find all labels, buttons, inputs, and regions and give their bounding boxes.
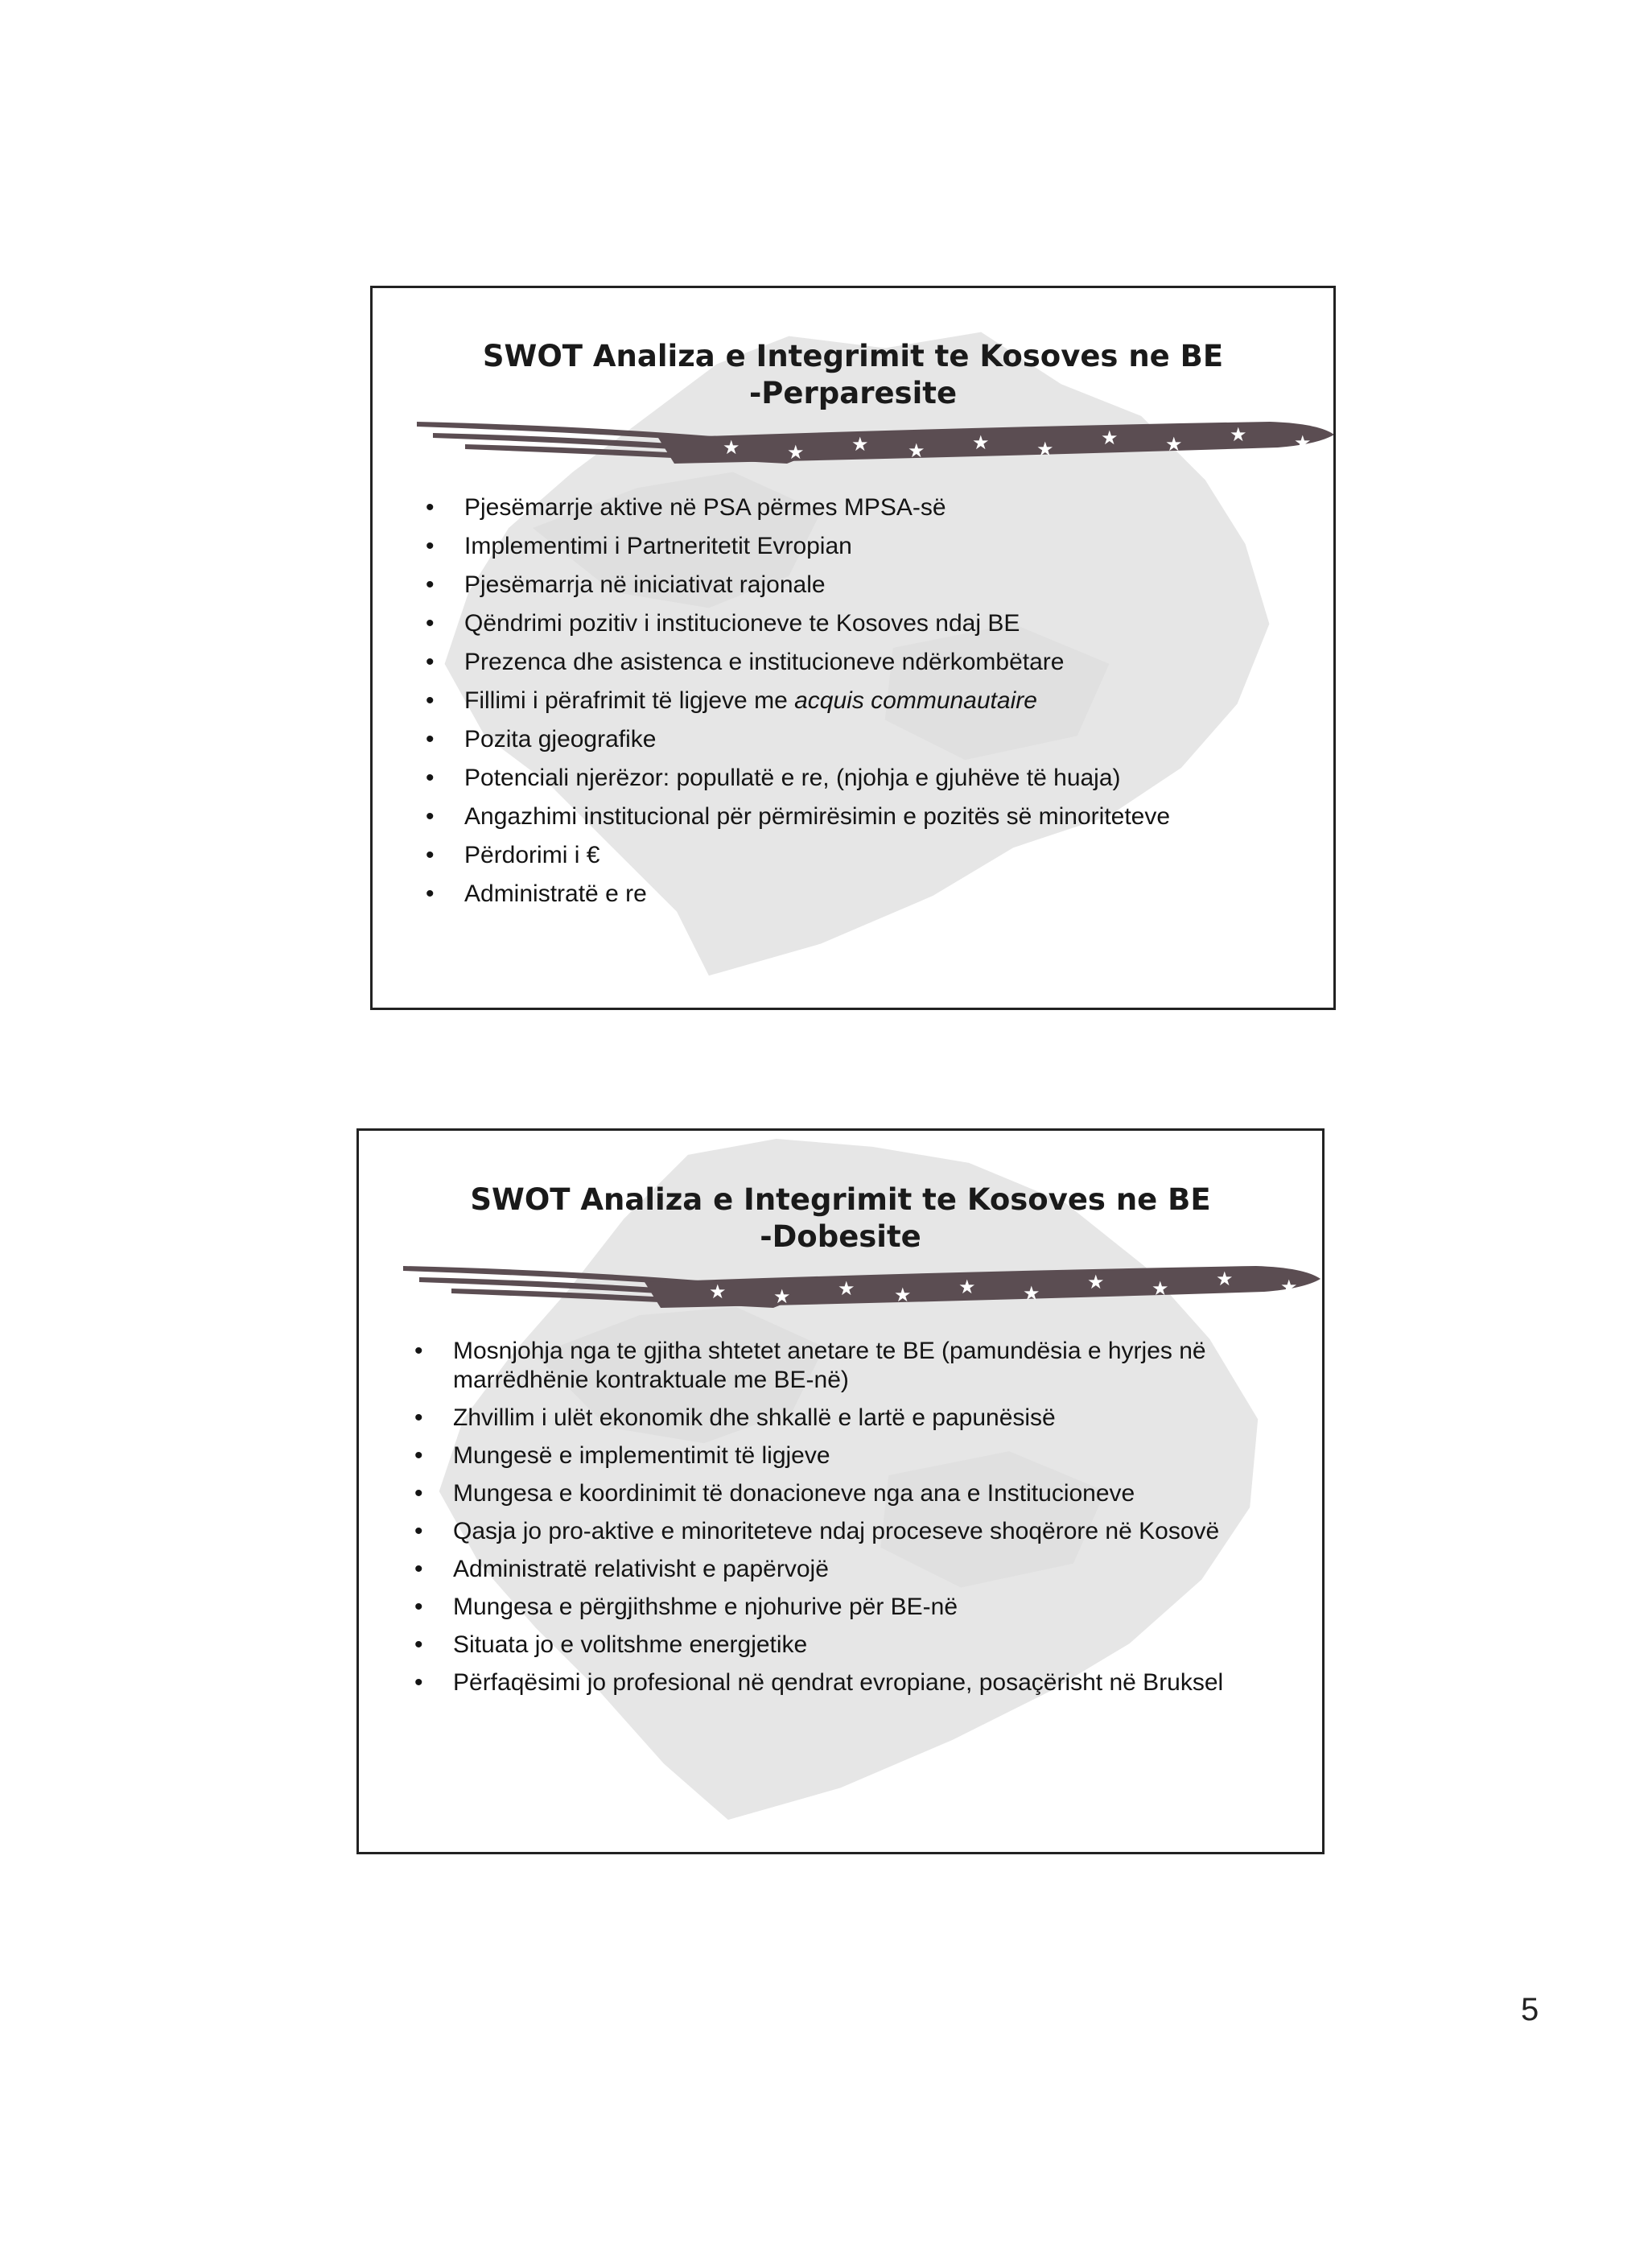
svg-text:★: ★ xyxy=(908,439,925,462)
svg-text:★: ★ xyxy=(838,1277,855,1300)
slide-title-line-2: -Dobesite xyxy=(760,1219,921,1254)
svg-text:★: ★ xyxy=(1294,431,1312,454)
slide-title-line-1: SWOT Analiza e Integrimit te Kosoves ne BE xyxy=(470,1182,1211,1217)
list-item: • Situata jo e volitshme energjetike xyxy=(411,1631,1290,1660)
list-item: • Mungesë e implementimit të ligjeve xyxy=(411,1441,1290,1470)
svg-text:★: ★ xyxy=(1101,427,1119,449)
eu-flag-banner xyxy=(417,409,1334,465)
slide-title-line-2: -Perparesite xyxy=(748,376,958,410)
svg-text:★: ★ xyxy=(1023,1282,1040,1305)
slide-strengths xyxy=(370,286,1336,1010)
svg-text:★: ★ xyxy=(851,433,869,456)
list-item: • Pjesëmarrja në iniciativat rajonale xyxy=(422,571,1301,600)
svg-text:★: ★ xyxy=(1087,1271,1105,1293)
list-item: • Potenciali njerëzor: popullatë e re, (njohja e gjuhëve të huaja) xyxy=(422,764,1301,793)
slide-title xyxy=(359,1181,1322,1256)
svg-text:★: ★ xyxy=(972,431,990,454)
svg-text:★: ★ xyxy=(958,1276,976,1298)
svg-text:★: ★ xyxy=(1216,1268,1234,1290)
list-item: • Administratë relativisht e papërvojë xyxy=(411,1555,1290,1584)
svg-text:★: ★ xyxy=(1036,438,1054,460)
page-number: 5 xyxy=(1521,1992,1539,2027)
list-item: • Mungesa e koordinimit të donacioneve nga ana e Institucioneve xyxy=(411,1479,1290,1508)
list-item: • Pjesëmarrje aktive në PSA përmes MPSA-së xyxy=(422,493,1301,522)
svg-text:★: ★ xyxy=(773,1285,791,1308)
svg-text:★: ★ xyxy=(1280,1276,1298,1298)
svg-text:★: ★ xyxy=(709,1280,727,1303)
slide-title xyxy=(373,338,1333,412)
svg-text:★: ★ xyxy=(1230,423,1247,446)
list-item-emphasis: acquis communautaire xyxy=(794,687,1037,714)
svg-text:★: ★ xyxy=(1165,433,1183,456)
list-item: • Përfaqësimi jo profesional në qendrat evropiane, posaçërisht në Bruksel xyxy=(411,1668,1290,1697)
list-item: • Mungesa e përgjithshme e njohurive për BE-në xyxy=(411,1593,1290,1622)
list-item: • Përdorimi i € xyxy=(422,841,1301,870)
svg-text:★: ★ xyxy=(1152,1277,1169,1300)
list-item: • Angazhimi institucional për përmirësimin e pozitës së minoriteteve xyxy=(422,802,1301,831)
svg-text:★: ★ xyxy=(723,436,740,459)
list-item-text: Fillimi i përafrimit të ligjeve me xyxy=(464,687,788,714)
bullet-list-strengths xyxy=(422,493,1301,918)
slide-weaknesses xyxy=(356,1128,1325,1854)
list-item: • Administratë e re xyxy=(422,880,1301,909)
svg-text:★: ★ xyxy=(894,1284,912,1306)
bullet-list-weaknesses xyxy=(411,1337,1290,1706)
svg-text:★: ★ xyxy=(787,441,805,464)
list-item: • Zhvillim i ulët ekonomik dhe shkallë e lartë e papunësisë xyxy=(411,1404,1290,1433)
list-item: • Prezenca dhe asistenca e institucioneve ndërkombëtare xyxy=(422,648,1301,677)
eu-flag-banner xyxy=(403,1253,1320,1309)
list-item xyxy=(422,687,1301,715)
list-item: • Mosnjohja nga te gjitha shtetet anetare te BE (pamundësia e hyrjes në marrëdhënie kontraktuale me BE-në) xyxy=(411,1337,1290,1395)
list-item: • Implementimi i Partneritetit Evropian xyxy=(422,532,1301,561)
list-item: • Qëndrimi pozitiv i institucioneve te Kosoves ndaj BE xyxy=(422,609,1301,638)
list-item: • Pozita gjeografike xyxy=(422,725,1301,754)
list-item: • Qasja jo pro-aktive e minoriteteve ndaj proceseve shoqërore në Kosovë xyxy=(411,1517,1290,1546)
slide-title-line-1: SWOT Analiza e Integrimit te Kosoves ne BE xyxy=(482,339,1224,373)
